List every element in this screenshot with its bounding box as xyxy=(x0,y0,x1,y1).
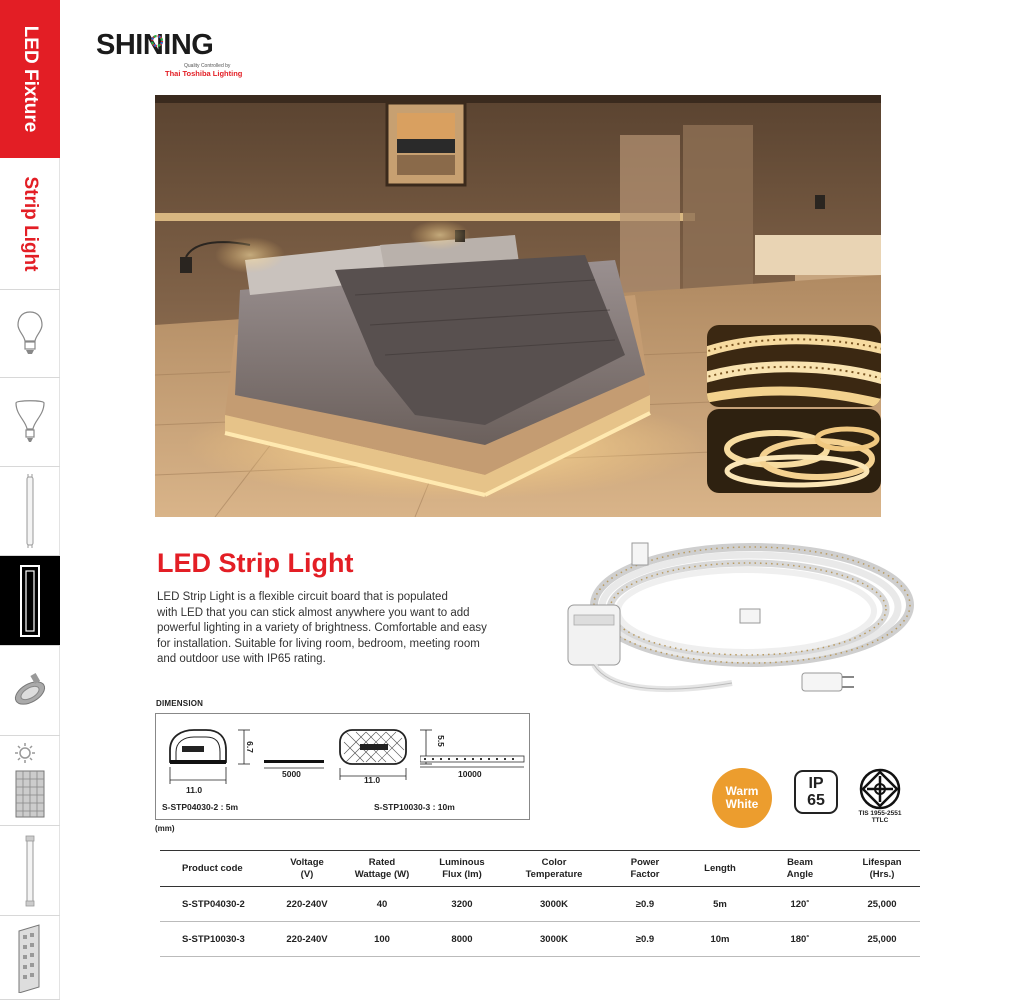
specification-table xyxy=(160,850,920,957)
sidebar-item-highbay[interactable] xyxy=(0,646,60,736)
cell-flux: 3200 xyxy=(422,887,502,922)
description-line: for installation. Suitable for living room, bedroom, meeting room xyxy=(157,637,480,650)
cell-beam-angle: 180˚ xyxy=(756,922,844,957)
logo-rainbow-ring-icon xyxy=(150,34,164,48)
header-rated-wattage: Rated Wattage (W) xyxy=(342,851,422,887)
tis-standard: TIS 1955-2551 xyxy=(858,810,902,817)
product-description xyxy=(157,590,502,668)
tis-standard-icon xyxy=(859,768,901,810)
led-panel-icon xyxy=(15,923,45,993)
header-voltage: Voltage (V) xyxy=(272,851,342,887)
profile-a-height: 6.7 xyxy=(244,741,255,753)
cell-wattage: 40 xyxy=(342,887,422,922)
brand-logo xyxy=(96,29,243,78)
cell-length: 10m xyxy=(684,922,756,957)
profile-a-width: 11.0 xyxy=(186,785,203,795)
sidebar-item-bulb[interactable] xyxy=(0,290,60,378)
dimension-heading: DIMENSION xyxy=(156,699,204,708)
header-luminous-flux: Luminous Flux (lm) xyxy=(422,851,502,887)
model-b-label: S-STP10030-3 : 10m xyxy=(374,802,455,812)
bulb-icon xyxy=(15,309,45,359)
strip-light-icon xyxy=(17,563,43,639)
header-length: Length xyxy=(684,851,756,887)
category-sidebar xyxy=(0,0,60,1000)
solar-panel-icon xyxy=(12,741,48,821)
strip-closeup-photo-2 xyxy=(707,409,881,493)
header-lifespan: Lifespan (Hrs.) xyxy=(844,851,920,887)
strip-coil-product-image xyxy=(562,533,918,713)
ip65-badge xyxy=(794,770,838,814)
category-label: LED Fixture xyxy=(20,25,41,133)
highbay-icon xyxy=(10,671,50,711)
subcategory-label: Strip Light xyxy=(20,176,41,271)
cell-product-code: S-STP10030-3 xyxy=(160,922,272,957)
cell-product-code: S-STP04030-2 xyxy=(160,887,272,922)
subcategory-tab-strip-light[interactable] xyxy=(0,158,60,290)
logo-wordmark: SHINING xyxy=(96,29,214,61)
sidebar-item-strip-light[interactable] xyxy=(0,556,60,646)
model-a-label: S-STP04030-2 : 5m xyxy=(162,802,239,812)
strip-b-drawing xyxy=(420,754,526,770)
description-line: and outdoor use with IP65 rating. xyxy=(157,653,326,665)
header-product-code: Product code xyxy=(160,851,272,887)
strip-b-length: 10000 xyxy=(458,769,482,779)
header-beam-angle: Beam Angle xyxy=(756,851,844,887)
description-line: powerful lighting in a variety of brightness. Comfortable and easy xyxy=(157,622,487,634)
cell-length: 5m xyxy=(684,887,756,922)
cell-voltage: 220-240V xyxy=(272,922,342,957)
table-row xyxy=(160,922,920,957)
sidebar-item-panel[interactable] xyxy=(0,916,60,1000)
cell-color-temperature: 3000K xyxy=(502,922,606,957)
dimension-unit: (mm) xyxy=(155,824,175,833)
cell-color-temperature: 3000K xyxy=(502,887,606,922)
cell-power-factor: ≥0.9 xyxy=(606,922,684,957)
table-row xyxy=(160,887,920,922)
strip-a-length: 5000 xyxy=(282,769,301,779)
bedroom-hero-photo xyxy=(155,95,881,517)
cell-lifespan: 25,000 xyxy=(844,922,920,957)
t8-tube-icon xyxy=(23,833,37,909)
cell-flux: 8000 xyxy=(422,922,502,957)
sidebar-item-t8-tube[interactable] xyxy=(0,826,60,916)
profile-a-drawing xyxy=(164,722,264,792)
header-power-factor: Power Factor xyxy=(606,851,684,887)
header-color-temperature: Color Temperature xyxy=(502,851,606,887)
profile-b-width: 11.0 xyxy=(364,775,381,785)
logo-company: Thai Toshiba Lighting xyxy=(165,69,243,78)
reflector-bulb-icon xyxy=(13,397,47,447)
tube-icon xyxy=(23,473,37,549)
warm-white-line2: White xyxy=(725,797,759,811)
warm-white-badge xyxy=(712,768,772,828)
sidebar-item-reflector-bulb[interactable] xyxy=(0,378,60,467)
description-line: with LED that you can stick almost anywhere you want to add xyxy=(157,606,470,619)
sidebar-item-tube[interactable] xyxy=(0,467,60,556)
ip-label: IP xyxy=(808,775,824,792)
cell-lifespan: 25,000 xyxy=(844,887,920,922)
cell-wattage: 100 xyxy=(342,922,422,957)
warm-white-line1: Warm xyxy=(725,784,759,798)
sidebar-item-solar[interactable] xyxy=(0,736,60,826)
logo-tagline: Quality Controlled by xyxy=(184,63,231,69)
category-tab-led-fixture[interactable] xyxy=(0,0,60,158)
dimension-diagram xyxy=(155,713,530,820)
strip-closeup-photo-1 xyxy=(707,325,881,407)
tis-organization: TTLC xyxy=(871,817,889,824)
cell-beam-angle: 120˚ xyxy=(756,887,844,922)
tis-certification-mark xyxy=(850,766,910,828)
cell-voltage: 220-240V xyxy=(272,887,342,922)
profile-b-height: 5.5 xyxy=(435,735,446,747)
cell-power-factor: ≥0.9 xyxy=(606,887,684,922)
product-title: LED Strip Light xyxy=(157,548,354,578)
table-header-row xyxy=(160,851,920,887)
ip-rating: 65 xyxy=(807,792,825,809)
description-line: LED Strip Light is a flexible circuit board that is populated xyxy=(157,591,448,603)
